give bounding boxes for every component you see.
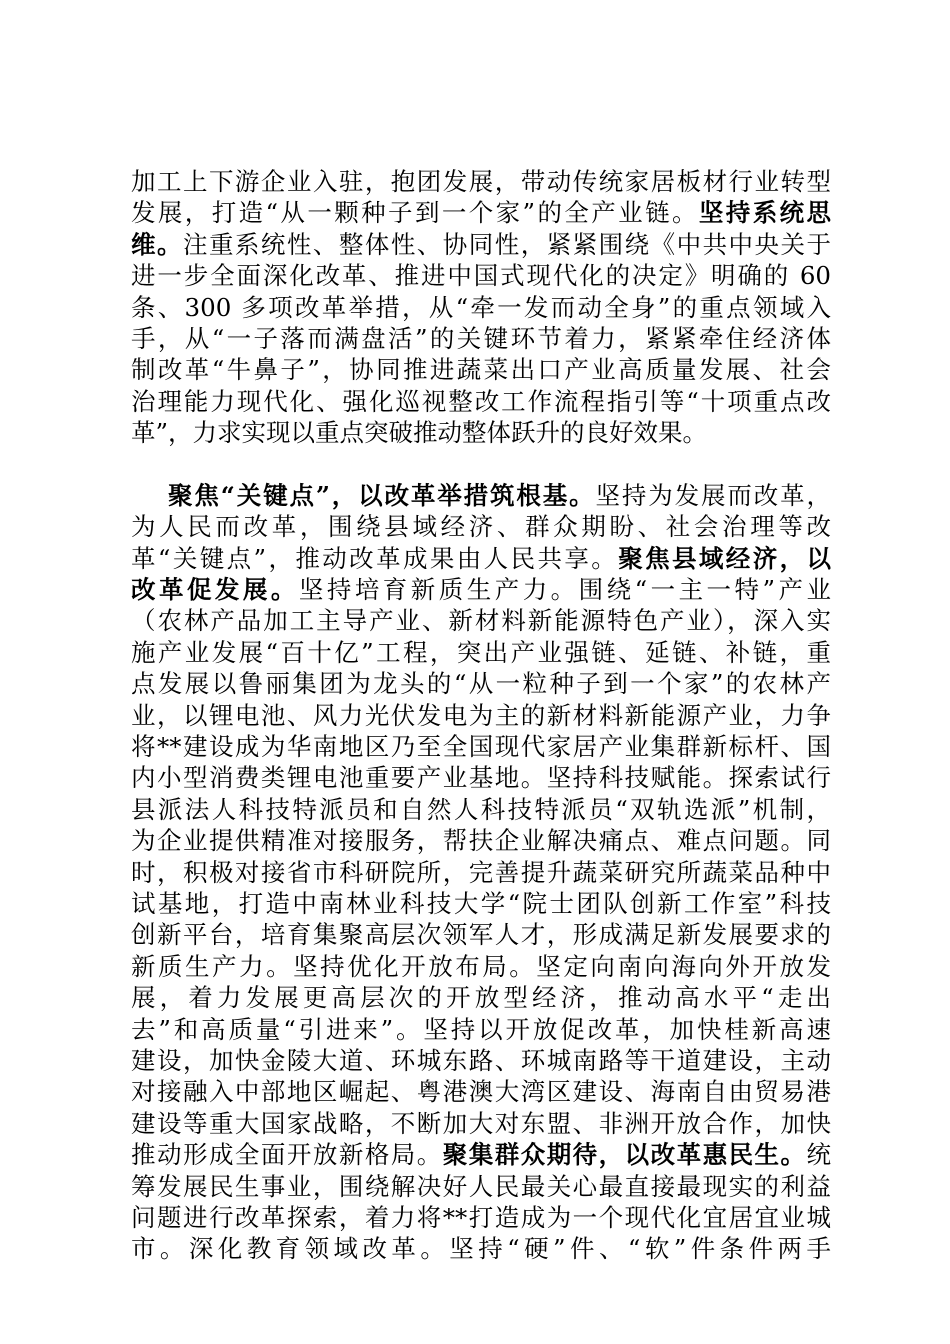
text-run: 推动形成全面开放新格局。 bbox=[131, 1140, 443, 1170]
text-run: 为人民而改革，围绕县域经济、群众期盼、社会治理等改 bbox=[131, 512, 831, 542]
text-run: 制改革“牛鼻子”，协同推进蔬菜出口产业高质量发展、社会 bbox=[131, 355, 831, 385]
text-line bbox=[131, 794, 831, 825]
text-line bbox=[131, 825, 831, 856]
text-line bbox=[131, 888, 831, 919]
text-run: 县派法人科技特派员和自然人科技特派员“双轨选派”机制， bbox=[131, 794, 831, 824]
text-run: 建设等重大国家战略，不断加大对东盟、非洲开放合作，加快 bbox=[131, 1108, 831, 1138]
text-line bbox=[131, 762, 831, 793]
text-line bbox=[131, 1171, 831, 1202]
text-run: 革”，力求实现以重点突破推动整体跃升的良好效果。 bbox=[131, 418, 708, 448]
text-run: 坚持培育新质生产力。围绕“一主一特”产业 bbox=[298, 575, 831, 605]
text-line bbox=[131, 323, 831, 354]
text-line bbox=[131, 1076, 831, 1107]
text-line bbox=[131, 197, 831, 228]
text-run: 坚持为发展而改革， bbox=[595, 480, 831, 510]
text-line bbox=[131, 574, 831, 605]
text-line bbox=[131, 166, 831, 197]
paragraph-2 bbox=[131, 480, 831, 1265]
bold-heading-run: 改革促发展。 bbox=[131, 575, 299, 605]
text-run: 点发展以鲁丽集团为龙头的“从一粒种子到一个家”的农林产 bbox=[131, 669, 831, 699]
bold-heading-run: 聚焦县域经济，以 bbox=[618, 543, 831, 573]
text-run: 内小型消费类锂电池重要产业基地。坚持科技赋能。探索试行 bbox=[131, 763, 831, 793]
text-line bbox=[131, 605, 831, 636]
bold-heading-run: 聚集群众期待，以改革惠民生。 bbox=[442, 1140, 807, 1170]
text-line bbox=[131, 1014, 831, 1045]
text-run: 发展，打造“从一颗种子到一个家”的全产业链。 bbox=[131, 198, 699, 228]
text-run: 注重系统性、整体性、协同性，紧紧围绕《中共中央关于 bbox=[182, 229, 832, 259]
text-line bbox=[131, 543, 831, 574]
text-run: 业，以锂电池、风力光伏发电为主的新材料新能源产业，力争 bbox=[131, 700, 831, 730]
bold-heading-run: 坚持系统思 bbox=[698, 198, 831, 228]
text-run: 试基地，打造中南林业科技大学“院士团队创新工作室”科技 bbox=[131, 888, 831, 918]
text-line bbox=[131, 857, 831, 888]
text-line bbox=[131, 511, 831, 542]
text-line bbox=[131, 1202, 831, 1233]
text-line bbox=[131, 637, 831, 668]
text-line bbox=[131, 1233, 831, 1264]
text-run: 建设，加快金陵大道、环城东路、环城南路等干道建设，主动 bbox=[131, 1045, 831, 1075]
text-run: 施产业发展“百十亿”工程，突出产业强链、延链、补链，重 bbox=[131, 637, 831, 667]
text-run: 市。深化教育领域改革。坚持“硬”件、“软”件条件两手 bbox=[131, 1234, 831, 1264]
bold-heading-run: 维。 bbox=[131, 229, 183, 259]
text-run: 革“关键点”，推动改革成果由人民共享。 bbox=[131, 543, 619, 573]
text-run: 治理能力现代化、强化巡视整改工作流程指引等“十项重点改 bbox=[131, 386, 831, 416]
text-line bbox=[131, 1045, 831, 1076]
text-line bbox=[131, 668, 831, 699]
text-run: 统 bbox=[806, 1140, 832, 1170]
bold-heading-run: 聚焦“关键点”，以改革举措筑根基。 bbox=[168, 480, 596, 510]
text-run: 新质生产力。坚持优化开放布局。坚定向南向海向外开放发 bbox=[131, 951, 831, 981]
text-run: 加工上下游企业入驻，抱团发展，带动传统家居板材行业转型 bbox=[131, 167, 831, 196]
text-line bbox=[131, 1108, 831, 1139]
text-line bbox=[131, 260, 831, 291]
text-line bbox=[131, 1139, 831, 1170]
text-run: 筹发展民生事业，围绕解决好人民最关心最直接最现实的利益 bbox=[131, 1171, 831, 1201]
text-line bbox=[131, 386, 831, 417]
text-run: 时，积极对接省市科研院所，完善提升蔬菜研究所蔬菜品种中 bbox=[131, 857, 831, 887]
text-line bbox=[131, 229, 831, 260]
text-run: 展，着力发展更高层次的开放型经济，推动高水平“走出 bbox=[131, 983, 831, 1013]
text-run: 手，从“一子落而满盘活”的关键环节着力，紧紧牵住经济体 bbox=[131, 323, 831, 353]
text-run: 为企业提供精准对接服务，帮扶企业解决痛点、难点问题。同 bbox=[131, 826, 831, 856]
text-line bbox=[131, 480, 831, 511]
text-line bbox=[131, 292, 831, 323]
text-line bbox=[131, 700, 831, 731]
text-line bbox=[131, 982, 831, 1013]
document-page bbox=[131, 166, 831, 1265]
text-line bbox=[131, 951, 831, 982]
text-run: （农林产品加工主导产业、新材料新能源特色产业），深入实 bbox=[131, 606, 831, 636]
text-line bbox=[131, 919, 831, 950]
text-line bbox=[131, 731, 831, 762]
text-run: 将**建设成为华南地区乃至全国现代家居产业集群新标杆、国 bbox=[131, 732, 831, 762]
text-run: 进一步全面深化改革、推进中国式现代化的决定》明确的 60 bbox=[131, 261, 831, 291]
text-line bbox=[131, 354, 831, 385]
text-run: 条、300 多项改革举措，从“牵一发而动全身”的重点领域入 bbox=[131, 292, 831, 322]
text-run: 对接融入中部地区崛起、粤港澳大湾区建设、海南自由贸易港 bbox=[131, 1077, 831, 1107]
paragraph-spacer bbox=[131, 449, 831, 480]
text-line bbox=[131, 417, 831, 448]
text-run: 去”和高质量“引进来”。坚持以开放促改革，加快桂新高速 bbox=[131, 1014, 831, 1044]
paragraph-1 bbox=[131, 166, 831, 449]
text-run: 问题进行改革探索，着力将**打造成为一个现代化宜居宜业城 bbox=[131, 1202, 831, 1232]
text-run: 创新平台，培育集聚高层次领军人才，形成满足新发展要求的 bbox=[131, 920, 831, 950]
